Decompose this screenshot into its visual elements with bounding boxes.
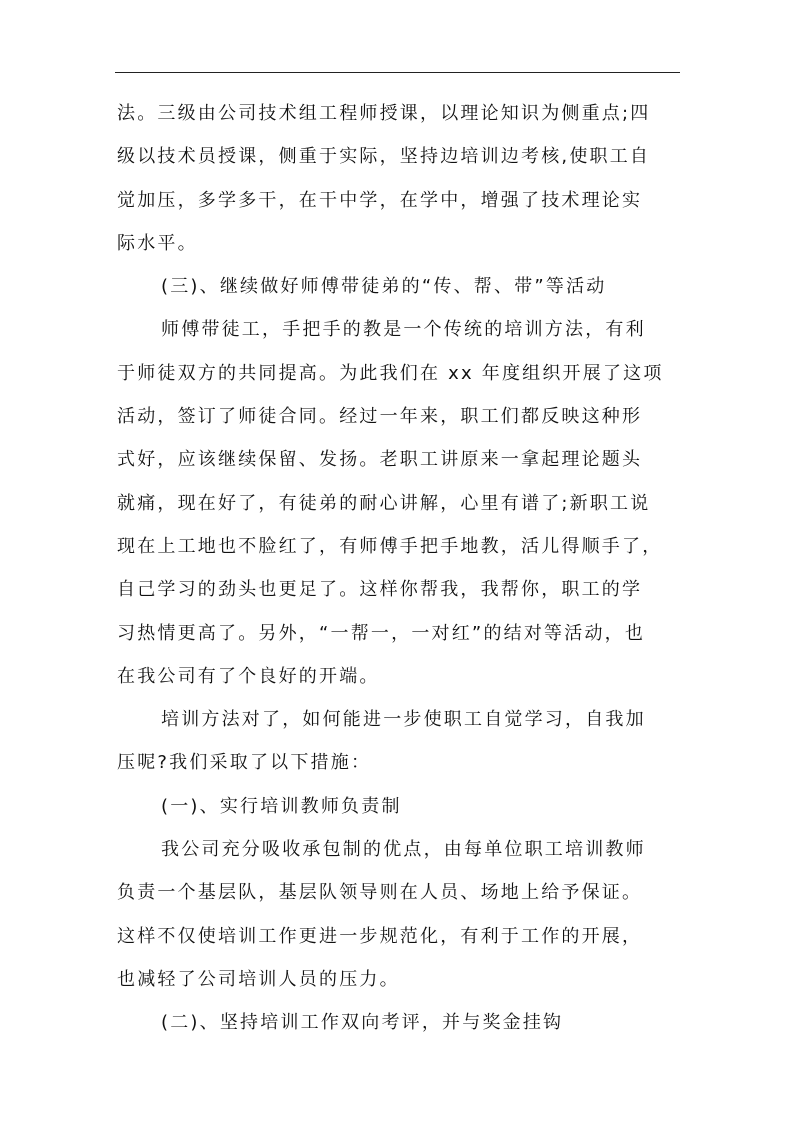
text-line: 级以技术员授课，侧重于实际，坚持边培训边考核,使职工自 <box>117 146 651 168</box>
text-line: 活动，签订了师徒合同。经过一年来，职工们都反映这种形 <box>117 406 643 428</box>
text-line: 我公司充分吸收承包制的优点，由每单位职工培训教师 <box>161 839 646 861</box>
section-heading: (三)、继续做好师傅带徒弟的“传、帮、带”等活动 <box>161 276 607 298</box>
text-line: 法。三级由公司技术组工程师授课，以理论知识为侧重点;四 <box>117 103 651 124</box>
document-body <box>117 92 685 1045</box>
text-line: 压呢?我们采取了以下措施： <box>117 752 372 774</box>
text-line: 于师徒双方的共同提高。为此我们在 xx 年度组织开展了这项 <box>117 362 664 384</box>
text-line: 式好，应该继续保留、发扬。老职工讲原来一拿起理论题头 <box>117 449 643 471</box>
text-line: 就痛，现在好了，有徒弟的耐心讲解，心里有谱了;新职工说 <box>117 492 651 514</box>
text-line: 也减轻了公司培训人员的压力。 <box>117 968 400 990</box>
text-line: 负责一个基层队，基层队领导则在人员、场地上给予保证。 <box>117 882 643 904</box>
section-heading: (二)、坚持培训工作双向考评，并与奖金挂钩 <box>161 1012 564 1034</box>
text-line: 自己学习的劲头也更足了。这样你帮我，我帮你，职工的学 <box>117 579 643 601</box>
section-heading: (一)、实行培训教师负责制 <box>161 795 402 817</box>
text-line: 这样不仅使培训工作更进一步规范化，有利于工作的开展， <box>117 925 643 947</box>
text-line: 在我公司有了个良好的开端。 <box>117 665 380 687</box>
text-line: 觉加压，多学多干，在干中学，在学中，增强了技术理论实 <box>117 189 643 211</box>
text-line: 际水平。 <box>117 232 198 254</box>
text-line: 习热情更高了。另外，“一帮一，一对红”的结对等活动，也 <box>117 622 646 644</box>
text-line: 培训方法对了，如何能进一步使职工自觉学习，自我加 <box>161 709 646 731</box>
header-rule <box>115 72 680 73</box>
text-line: 师傅带徒工，手把手的教是一个传统的培训方法，有利 <box>161 319 646 341</box>
text-line: 现在上工地也不脸红了，有师傅手把手地教，活儿得顺手了， <box>117 535 663 557</box>
